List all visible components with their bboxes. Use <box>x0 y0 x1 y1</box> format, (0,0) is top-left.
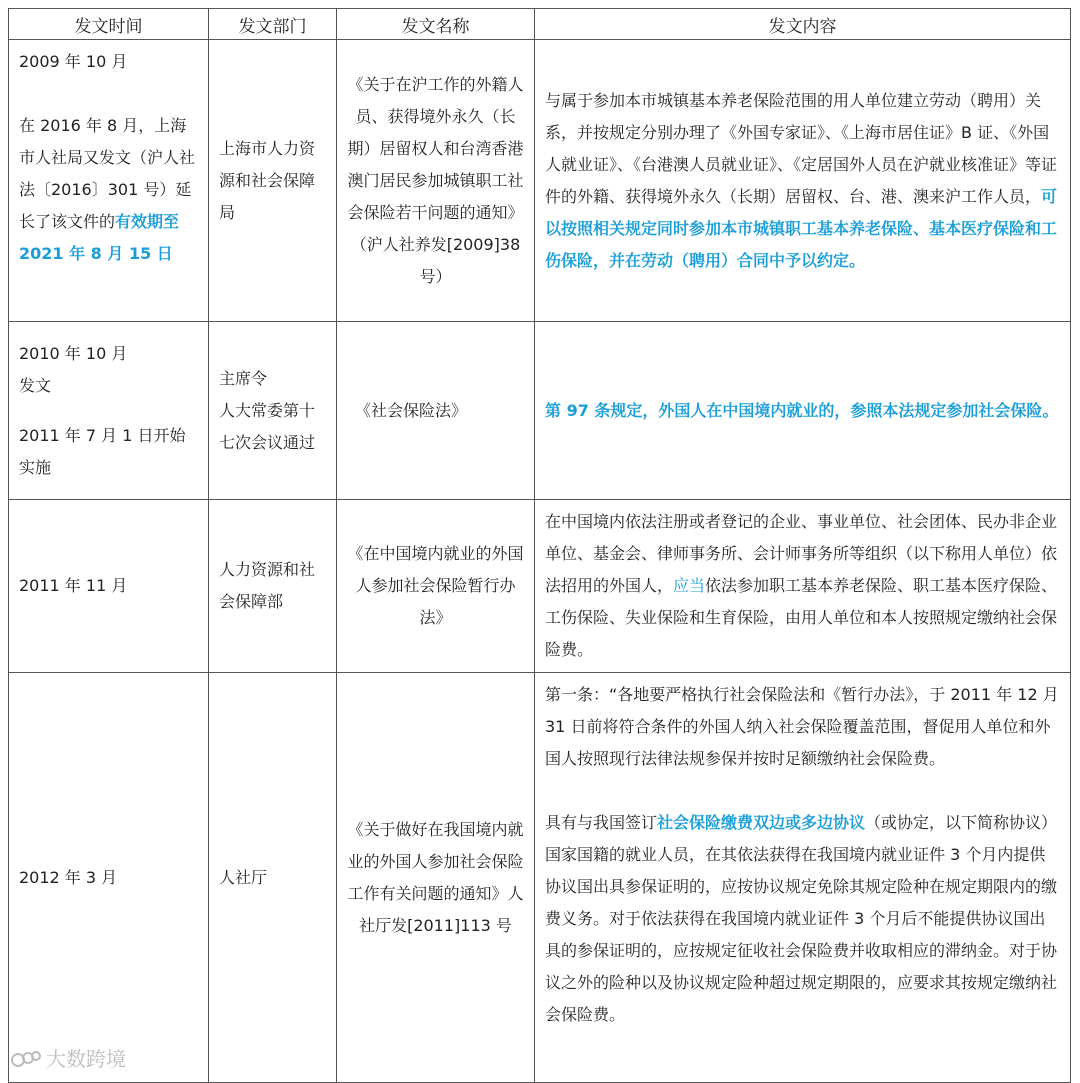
header-content: 发文内容 <box>535 9 1071 40</box>
time-suffix: 发文 <box>19 375 52 395</box>
watermark-text: 大数跨境 <box>46 1047 126 1071</box>
content-highlight: 应当 <box>673 576 706 595</box>
table-row <box>9 500 1071 673</box>
table-row <box>9 40 1071 322</box>
cell-name: 《关于在沪工作的外籍人员、获得境外永久（长期）居留权人和台湾香港澳门居民参加城镇职工社会保险若干问题的通知》（沪人社养发[2009]38 号） <box>337 40 535 322</box>
content-paragraph-1: 第一条：“各地要严格执行社会保险法和《暂行办法》，于 2011 年 12 月 31 日前将符合条件的外国人纳入社会保险覆盖范围，督促用人单位和外国人按照现行法律法规参保并按时足额缴纳社会保险费。 <box>545 685 1059 768</box>
cell-dept: 上海市人力资源和社会保障局 <box>209 40 337 322</box>
watermark <box>10 1043 126 1072</box>
header-dept: 发文部门 <box>209 9 337 40</box>
content-text: 与属于参加本市城镇基本养老保险范围的用人单位建立劳动（聘用）关系，并按规定分别办理了《外国专家证》、《上海市居住证》B 证、《外国人就业证》、《台港澳人员就业证》、《定居国外人员在沪就业核准证》等证件的外籍、获得境外永久（长期）居留权、台、港、澳来沪工作人员， <box>545 90 1058 206</box>
time-value: 2010 年 10 月 <box>19 343 128 363</box>
cell-name: 《社会保险法》 <box>337 322 535 500</box>
content-text: 依法参加职工基本养老保险、职工基本医疗保险、工伤保险、失业保险和生育保险，由用人单位和本人按照规定缴纳社会保险费。 <box>545 576 1058 659</box>
header-name: 发文名称 <box>337 9 535 40</box>
cell-content <box>535 500 1071 673</box>
content-paragraph-2: 具有与我国签订 <box>545 813 658 832</box>
table-row <box>9 673 1071 1083</box>
weibo-logo-icon <box>10 1048 42 1068</box>
time-value: 2009 年 10 月 <box>19 52 128 71</box>
cell-dept: 主席令 人大常委第十七次会议通过 <box>209 322 337 500</box>
header-row <box>9 9 1071 40</box>
cell-content <box>535 322 1071 500</box>
cell-name: 《在中国境内就业的外国人参加社会保险暂行办法》 <box>337 500 535 673</box>
cell-content <box>535 673 1071 1083</box>
time-note-highlight: 有效期至 2021 年 8 月 15 日 <box>19 212 180 263</box>
time-effective: 2011 年 7 月 1 日开始实施 <box>19 425 186 477</box>
cell-time <box>9 322 209 500</box>
header-time: 发文时间 <box>9 9 209 40</box>
cell-content <box>535 40 1071 322</box>
cell-name: 《关于做好在我国境内就业的外国人参加社会保险工作有关问题的通知》人社厅发[2011]113 号 <box>337 673 535 1083</box>
policy-table <box>8 8 1071 1083</box>
cell-dept: 人力资源和社会保障部 <box>209 500 337 673</box>
time-note: 在 2016 年 8 月，上海市人社局又发文（沪人社法〔2016〕301 号）延长了该文件的 <box>19 116 196 231</box>
content-paragraph-2-rest: （或协定，以下简称协议）国家国籍的就业人员，在其依法获得在我国境内就业证件 3 个月内提供协议国出具参保证明的，应按协议规定免除其规定险种在规定期限内的缴费义务。对于依法获得在我国境内就业证件 3 个月后不能提供协议国出具的参保证明的，应按规定征收社会保险费并收取相应的滞纳金。对于协议之外的险种以及协议规定险种超过规定期限的，应要求其按规定缴纳社会保险费。 <box>545 813 1058 1024</box>
cell-time: 2012 年 3 月 <box>9 673 209 1083</box>
content-highlight: 社会保险缴费双边或多边协议 <box>657 813 866 832</box>
cell-time: 2011 年 11 月 <box>9 500 209 673</box>
content-highlight: 第 97 条规定，外国人在中国境内就业的，参照本法规定参加社会保险。 <box>545 400 1059 420</box>
table-row <box>9 322 1071 500</box>
cell-time <box>9 40 209 322</box>
content-highlight: 可以按照相关规定同时参加本市城镇职工基本养老保险、基本医疗保险和工伤保险，并在劳动（聘用）合同中予以约定。 <box>545 186 1058 270</box>
content-text: 在中国境内依法注册或者登记的企业、事业单位、社会团体、民办非企业单位、基金会、律师事务所、会计师事务所等组织（以下称用人单位）依法招用的外国人， <box>545 512 1058 595</box>
cell-dept: 人社厅 <box>209 673 337 1083</box>
